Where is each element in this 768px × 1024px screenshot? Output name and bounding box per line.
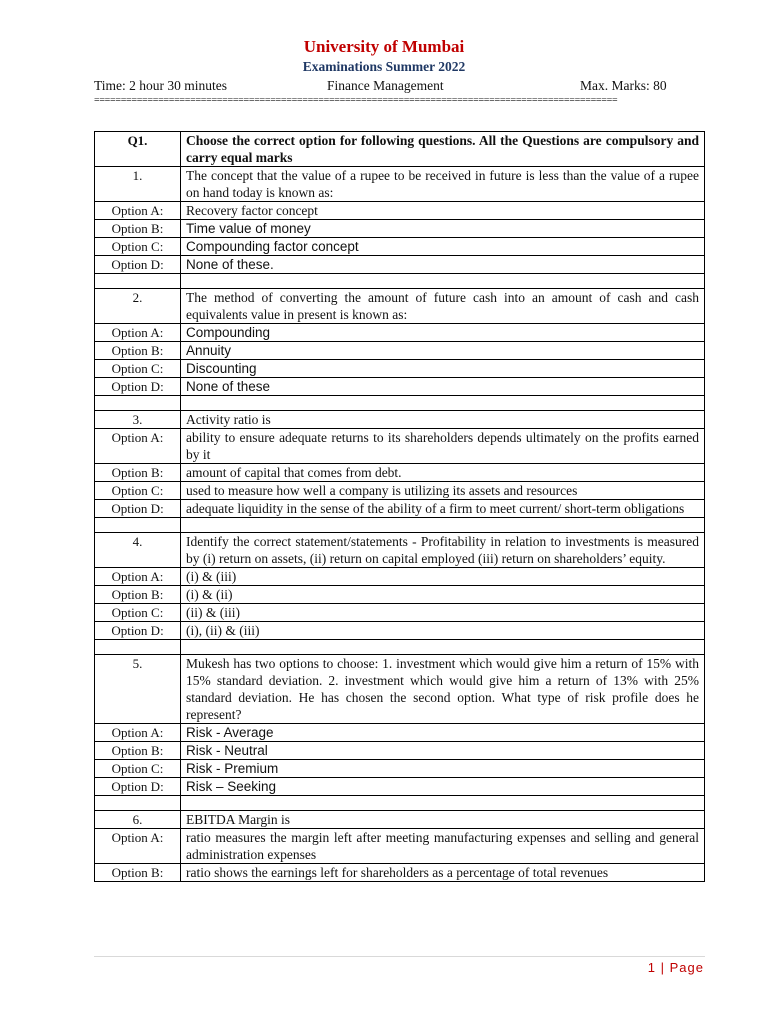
option-text: Risk – Seeking <box>181 778 705 796</box>
option-row <box>95 724 705 742</box>
option-label: Option D: <box>95 378 181 396</box>
option-row <box>95 568 705 586</box>
option-text: (i) & (ii) <box>181 586 705 604</box>
option-row <box>95 220 705 238</box>
question-number: 5. <box>95 655 181 724</box>
page-number: 1 | Page <box>647 960 704 975</box>
question-row <box>95 533 705 568</box>
option-row <box>95 604 705 622</box>
spacer-row <box>95 640 705 655</box>
option-row <box>95 500 705 518</box>
option-label: Option C: <box>95 360 181 378</box>
option-label: Option D: <box>95 500 181 518</box>
option-label: Option D: <box>95 622 181 640</box>
question-text: Identify the correct statement/statements - Profitability in relation to investments is measured by (i) return on assets, (ii) return on capital employed (iii) return on shareholders’ equity. <box>181 533 705 568</box>
option-row <box>95 760 705 778</box>
option-text: used to measure how well a company is utilizing its assets and resources <box>181 482 705 500</box>
question-text: Activity ratio is <box>181 411 705 429</box>
question-text: The concept that the value of a rupee to be received in future is less than the value of a rupee on hand today is known as: <box>181 167 705 202</box>
option-label: Option A: <box>95 724 181 742</box>
option-row <box>95 586 705 604</box>
option-text: ratio shows the earnings left for shareholders as a percentage of total revenues <box>181 864 705 882</box>
option-row <box>95 742 705 760</box>
option-label: Option D: <box>95 778 181 796</box>
option-label: Option B: <box>95 586 181 604</box>
option-row <box>95 324 705 342</box>
option-text: None of these. <box>181 256 705 274</box>
option-label: Option B: <box>95 742 181 760</box>
option-text: Time value of money <box>181 220 705 238</box>
question-row <box>95 167 705 202</box>
option-row <box>95 378 705 396</box>
question-number: 4. <box>95 533 181 568</box>
option-label: Option A: <box>95 568 181 586</box>
subject-name: Finance Management <box>327 78 444 93</box>
option-label: Option C: <box>95 760 181 778</box>
header-separator: ================================================================================================== <box>94 95 618 106</box>
question-text: Mukesh has two options to choose: 1. investment which would give him a return of 15% with 15% standard deviation. 2. investment which would give him a return of 13% with 25% standard deviation. He has chosen the second option. What type of risk profile does he represent? <box>181 655 705 724</box>
option-row <box>95 829 705 864</box>
option-text: (i) & (iii) <box>181 568 705 586</box>
option-text: amount of capital that comes from debt. <box>181 464 705 482</box>
option-label: Option B: <box>95 864 181 882</box>
option-row <box>95 464 705 482</box>
option-text: Discounting <box>181 360 705 378</box>
option-row <box>95 622 705 640</box>
option-text: (i), (ii) & (iii) <box>181 622 705 640</box>
question-number: 6. <box>95 811 181 829</box>
instruction-text: Choose the correct option for following questions. All the Questions are compulsory and carry equal marks <box>181 132 705 167</box>
option-text: Risk - Average <box>181 724 705 742</box>
option-label: Option C: <box>95 238 181 256</box>
option-row <box>95 256 705 274</box>
option-text: Compounding factor concept <box>181 238 705 256</box>
option-row <box>95 238 705 256</box>
exam-duration: Time: 2 hour 30 minutes <box>94 78 228 93</box>
option-label: Option D: <box>95 256 181 274</box>
option-label: Option C: <box>95 482 181 500</box>
option-row <box>95 360 705 378</box>
option-label: Option B: <box>95 464 181 482</box>
option-text: Recovery factor concept <box>181 202 705 220</box>
question-label: Q1. <box>95 132 181 167</box>
question-text: The method of converting the amount of future cash into an amount of cash and cash equivalents value in present is known as: <box>181 289 705 324</box>
option-label: Option A: <box>95 202 181 220</box>
instruction-row <box>95 132 705 167</box>
exam-title: Examinations Summer 2022 <box>302 59 466 74</box>
option-label: Option A: <box>95 429 181 464</box>
option-text: adequate liquidity in the sense of the ability of a firm to meet current/ short-term obligations <box>181 500 705 518</box>
option-text: None of these <box>181 378 705 396</box>
question-row <box>95 655 705 724</box>
option-row <box>95 342 705 360</box>
option-row <box>95 864 705 882</box>
question-number: 2. <box>95 289 181 324</box>
university-title: University of Mumbai <box>303 37 465 56</box>
option-text: Annuity <box>181 342 705 360</box>
option-text: Compounding <box>181 324 705 342</box>
option-label: Option A: <box>95 829 181 864</box>
option-row <box>95 778 705 796</box>
option-text: Risk - Neutral <box>181 742 705 760</box>
spacer-row <box>95 396 705 411</box>
option-row <box>95 202 705 220</box>
question-table <box>94 131 705 882</box>
option-row <box>95 482 705 500</box>
spacer-row <box>95 274 705 289</box>
option-text: ratio measures the margin left after meeting manufacturing expenses and selling and general administration expenses <box>181 829 705 864</box>
option-text: ability to ensure adequate returns to its shareholders depends ultimately on the profits earned by it <box>181 429 705 464</box>
option-label: Option B: <box>95 342 181 360</box>
option-text: Risk - Premium <box>181 760 705 778</box>
option-row <box>95 429 705 464</box>
option-label: Option A: <box>95 324 181 342</box>
spacer-row <box>95 518 705 533</box>
question-text: EBITDA Margin is <box>181 811 705 829</box>
option-label: Option C: <box>95 604 181 622</box>
footer-divider <box>94 956 705 957</box>
question-row <box>95 289 705 324</box>
option-label: Option B: <box>95 220 181 238</box>
question-number: 1. <box>95 167 181 202</box>
question-row <box>95 811 705 829</box>
question-number: 3. <box>95 411 181 429</box>
option-text: (ii) & (iii) <box>181 604 705 622</box>
question-row <box>95 411 705 429</box>
spacer-row <box>95 796 705 811</box>
max-marks: Max. Marks: 80 <box>580 78 667 93</box>
